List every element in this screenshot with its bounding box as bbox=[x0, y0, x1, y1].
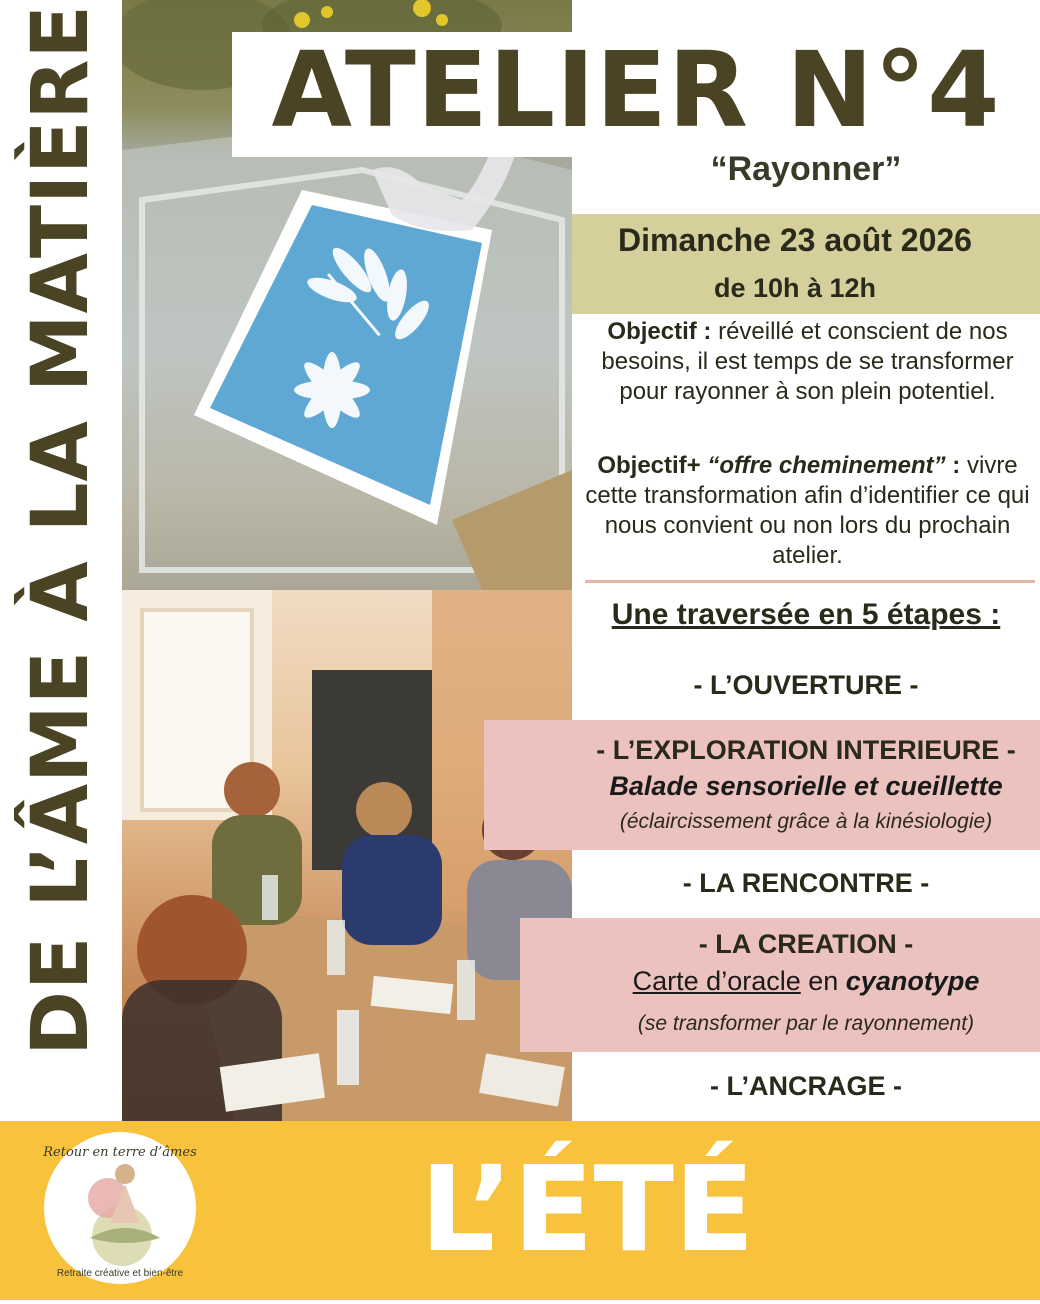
objective-plus-text: vivre cette transformation afin d’identifier ce qui nous convient ou non lors du prochain atelier. bbox=[585, 452, 1030, 569]
objective-plus-paragraph bbox=[580, 451, 1035, 571]
season-label: L’ÉTÉ bbox=[420, 1140, 755, 1278]
step-opening: - L’OUVERTURE - bbox=[693, 670, 919, 700]
brand-logo bbox=[30, 1128, 210, 1288]
step-exploration: - L’EXPLORATION INTERIEURE - bbox=[596, 735, 1016, 765]
step-creation-detail bbox=[572, 966, 1040, 997]
objective-plus-offer: “offre cheminement” bbox=[707, 452, 946, 479]
logo-emblem bbox=[30, 1128, 210, 1288]
step-anchoring: - L’ANCRAGE - bbox=[710, 1071, 902, 1101]
svg-text:Retraite créative et bien-être: Retraite créative et bien-être bbox=[56, 1268, 184, 1279]
workshop-subtitle: “Rayonner” bbox=[710, 150, 902, 188]
cyanotype-text: cyanotype bbox=[845, 966, 980, 996]
event-time: de 10h à 12h bbox=[713, 273, 877, 303]
vertical-title: DE L’ÂME À LA MATIÈRE bbox=[16, 4, 106, 1056]
objective-plus-colon: : bbox=[945, 452, 961, 479]
event-date: Dimanche 23 août 2026 bbox=[618, 222, 972, 258]
objective-label: Objectif : bbox=[607, 318, 712, 345]
objective-text: réveillé et conscient de nos besoins, il est temps de se transformer pour rayonner à son plein potentiel. bbox=[601, 318, 1014, 405]
steps-title: Une traversée en 5 étapes : bbox=[611, 598, 1001, 631]
oracle-card-text: Carte d’oracle bbox=[632, 966, 801, 996]
creation-connector: en bbox=[800, 966, 846, 996]
vertical-title-panel bbox=[0, 0, 122, 1120]
page-title: ATELIER N°4 bbox=[271, 29, 1001, 151]
step-exploration-note: (éclaircissement grâce à la kinésiologie) bbox=[619, 810, 993, 833]
objective-plus-label: Objectif+ bbox=[597, 452, 708, 479]
svg-text:Retour en terre d’âmes: Retour en terre d’âmes bbox=[43, 1145, 197, 1160]
divider bbox=[585, 580, 1035, 583]
step-creation-note: (se transformer par le rayonnement) bbox=[637, 1012, 975, 1035]
step-meeting: - LA RENCONTRE - bbox=[682, 868, 930, 898]
step-exploration-detail: Balade sensorielle et cueillette bbox=[609, 771, 1003, 801]
objective-paragraph bbox=[580, 317, 1035, 407]
step-creation: - LA CREATION - bbox=[698, 929, 914, 959]
